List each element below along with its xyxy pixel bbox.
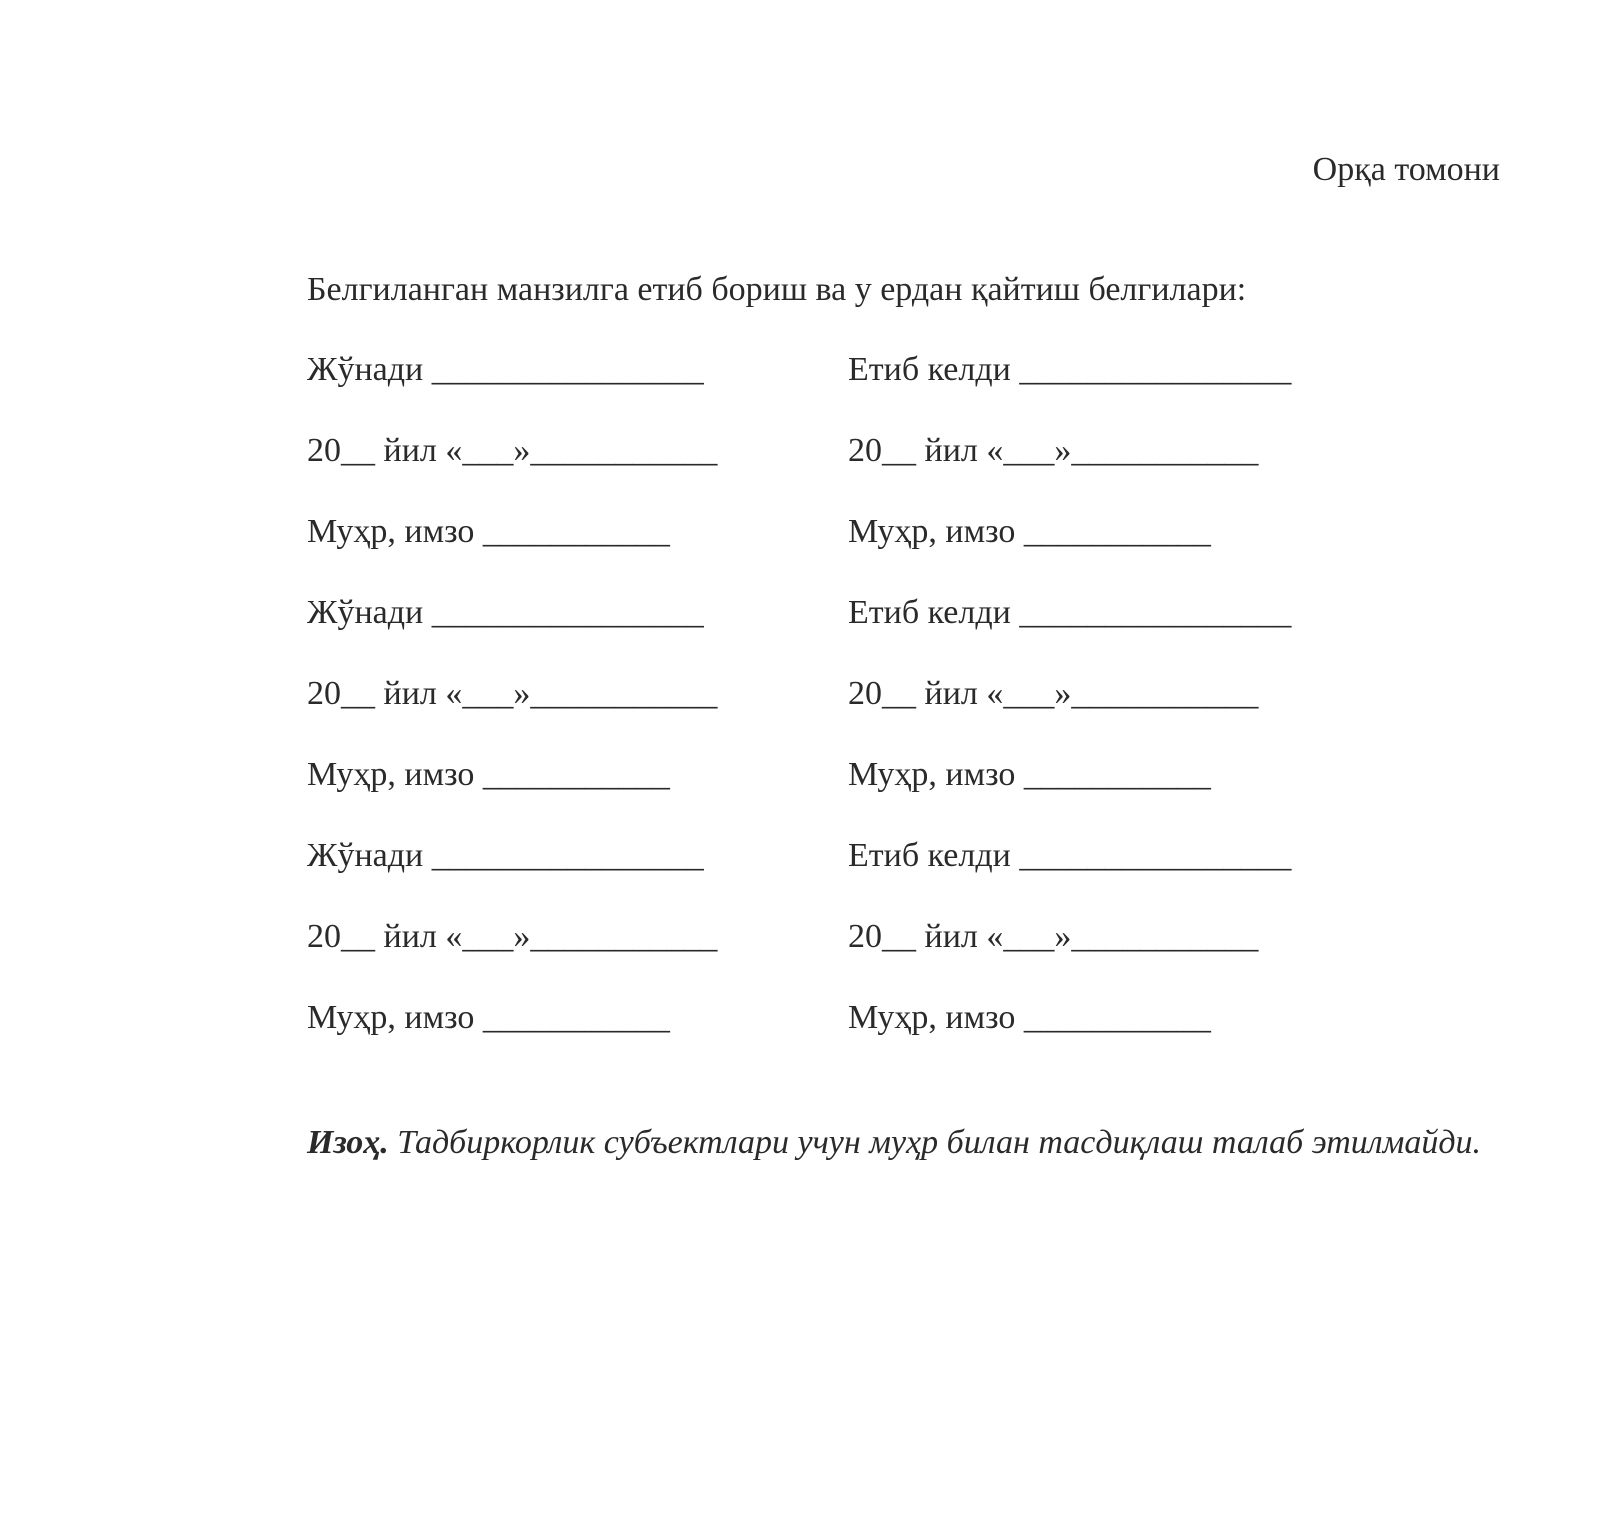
intro-text: Белгиланган манзилга етиб бориш ва у ердан қайтиш белгилари: xyxy=(307,271,1247,308)
grid-row xyxy=(307,431,1307,512)
date-field-left: 20__ йил «___»___________ xyxy=(307,432,718,469)
stamp-signature-field-right: Муҳр, имзо ___________ xyxy=(848,999,1211,1036)
grid-row xyxy=(307,593,1307,674)
departure-field: Жўнади ________________ xyxy=(307,837,704,874)
grid-row xyxy=(307,998,1307,1079)
grid-row xyxy=(307,512,1307,593)
date-field-right: 20__ йил «___»___________ xyxy=(848,675,1259,712)
grid-row xyxy=(307,674,1307,755)
grid-row xyxy=(307,917,1307,998)
grid-row xyxy=(307,836,1307,917)
arrival-field: Етиб келди ________________ xyxy=(848,837,1292,874)
footnote-text: Тадбиркорлик субъектлари учун муҳр билан тасдиқлаш талаб этилмайди. xyxy=(397,1124,1482,1161)
arrival-field: Етиб келди ________________ xyxy=(848,351,1292,388)
signature-grid xyxy=(307,350,1307,1079)
departure-field: Жўнади ________________ xyxy=(307,594,704,631)
date-field-left: 20__ йил «___»___________ xyxy=(307,675,718,712)
date-field-left: 20__ йил «___»___________ xyxy=(307,918,718,955)
footnote-label: Изоҳ. xyxy=(307,1124,389,1161)
arrival-field: Етиб келди ________________ xyxy=(848,594,1292,631)
grid-row xyxy=(307,755,1307,836)
stamp-signature-field-left: Муҳр, имзо ___________ xyxy=(307,756,670,793)
departure-field: Жўнади ________________ xyxy=(307,351,704,388)
footnote xyxy=(230,1122,1500,1164)
date-field-right: 20__ йил «___»___________ xyxy=(848,432,1259,469)
stamp-signature-field-left: Муҳр, имзо ___________ xyxy=(307,999,670,1036)
grid-row xyxy=(307,350,1307,431)
stamp-signature-field-right: Муҳр, имзо ___________ xyxy=(848,756,1211,793)
date-field-right: 20__ йил «___»___________ xyxy=(848,918,1259,955)
side-label: Орқа томони xyxy=(1312,151,1500,188)
stamp-signature-field-left: Муҳр, имзо ___________ xyxy=(307,513,670,550)
stamp-signature-field-right: Муҳр, имзо ___________ xyxy=(848,513,1211,550)
